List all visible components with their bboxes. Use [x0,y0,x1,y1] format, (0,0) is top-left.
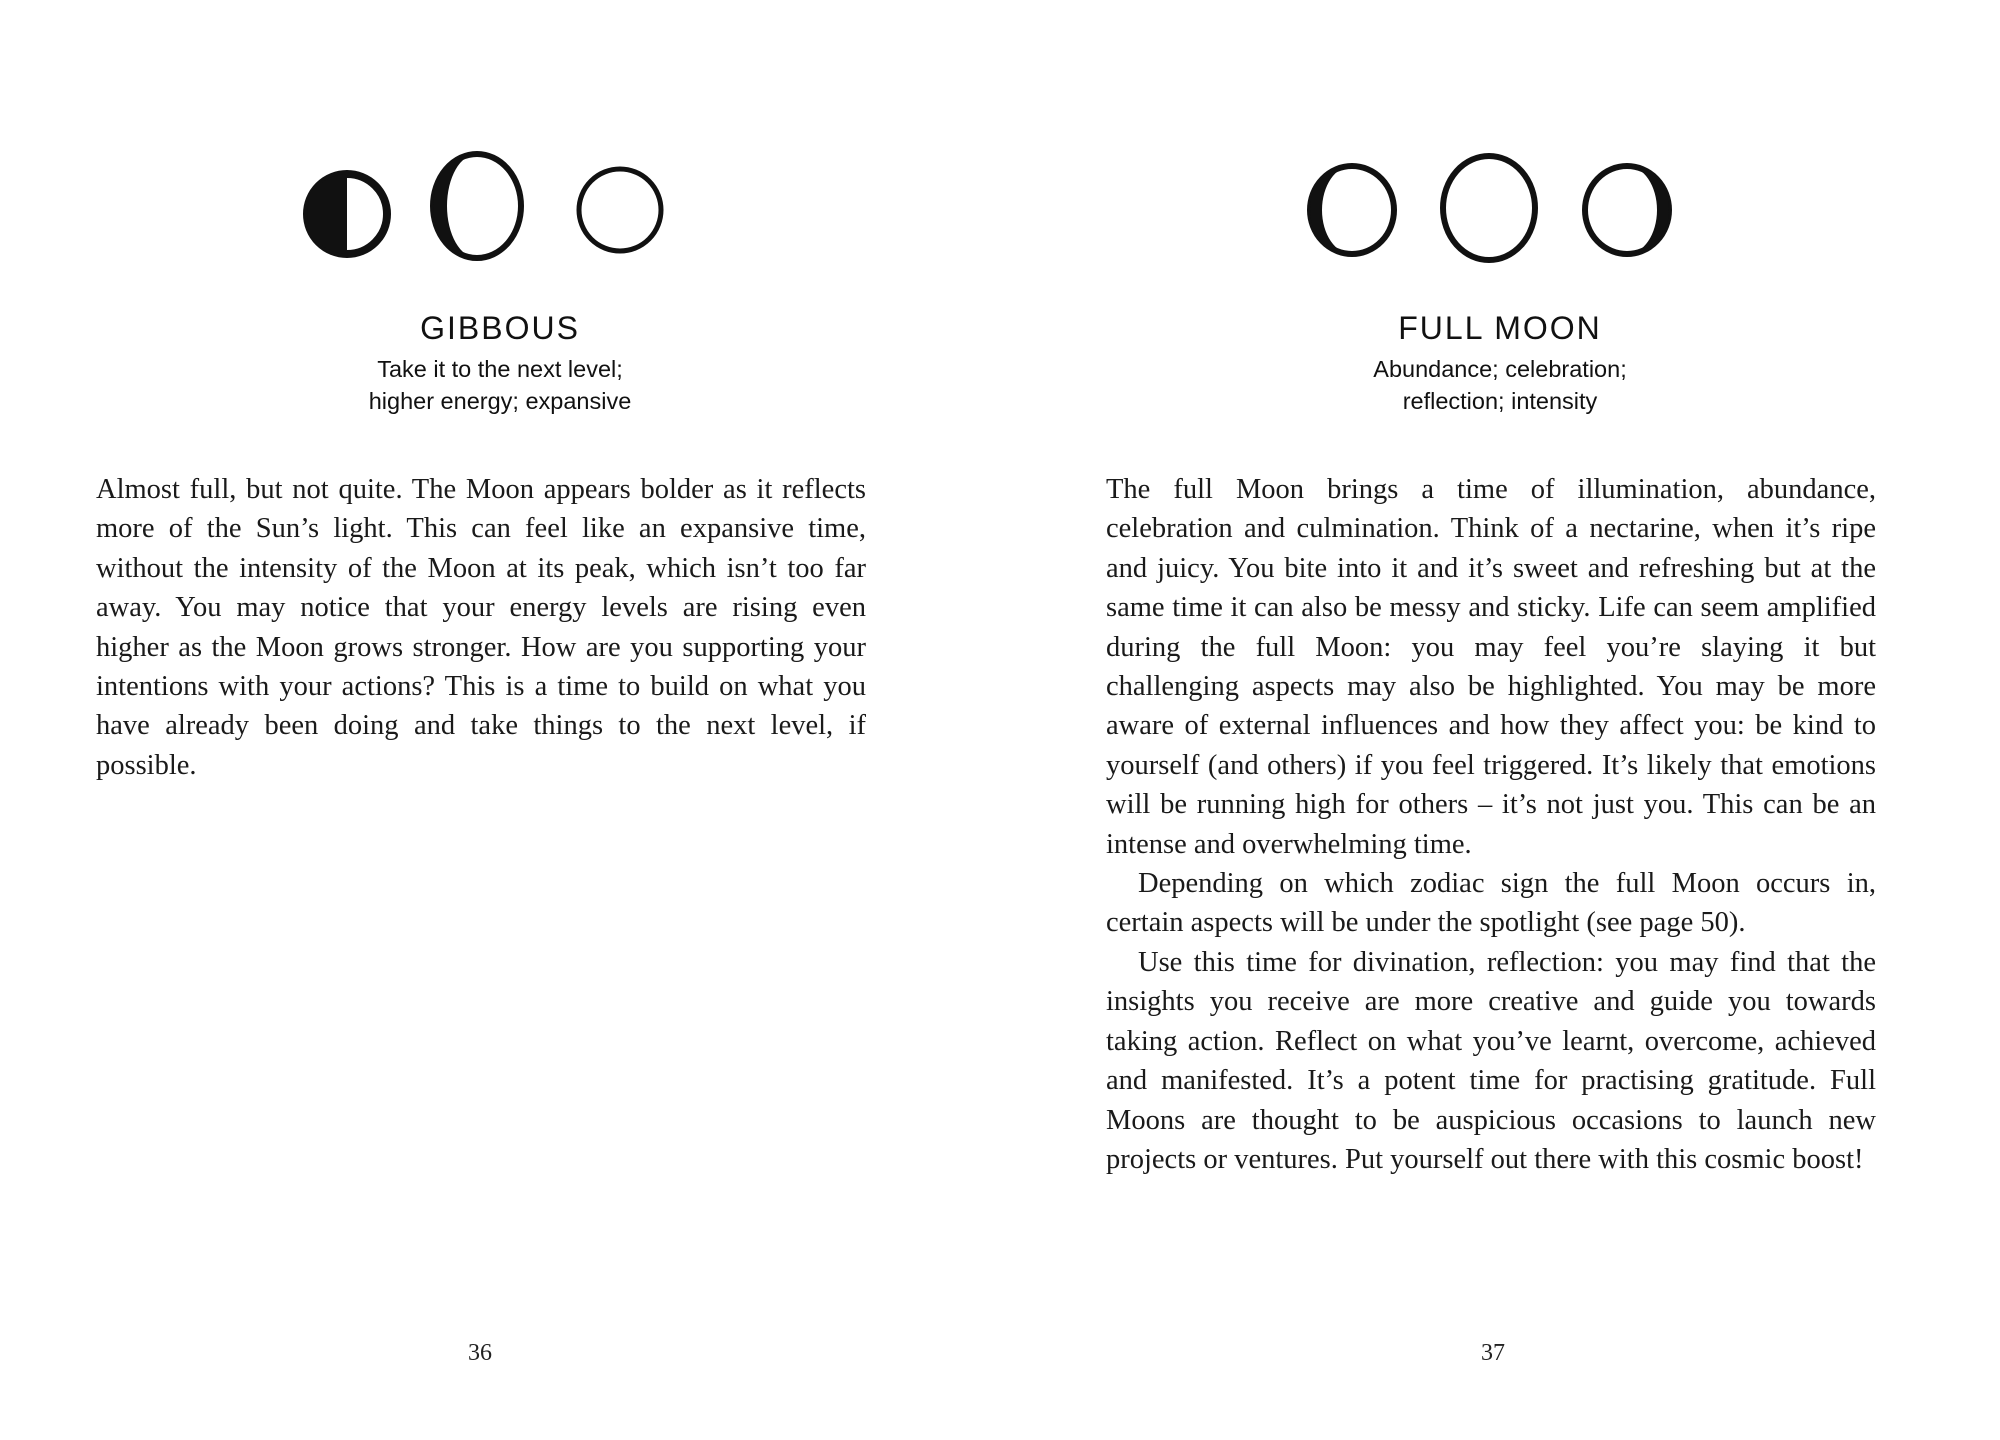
moon-icons-svg [1000,140,2000,280]
body-paragraph: Almost full, but not quite. The Moon appears bolder as it reflects more of the Sun’s light. This can feel like an expansive time, without the intensity of the Moon at its peak, which isn’t too far away. You may notice that your energy levels are rising even higher as the Moon grows stronger. How are you supporting your intentions with your actions? This is a time to build on what you have already been doing and take things to the next level, if possible. [96,474,866,781]
subtitle-line: Take it to the next level; [377,356,623,382]
half-moon-icon [307,174,387,254]
body-paragraph: Depending on which zodiac sign the full Moon occurs in, certain aspects will be under the spotlight (see page 50). [1106,868,1876,939]
body-text [1106,470,1876,1179]
moon-icons-svg [0,140,1000,280]
body-paragraph: Use this time for divination, reflection: you may find that the insights you receive are more creative and guide you towards taking action. Reflect on what you’ve learnt, overcome, achieved and manifested. It’s a potent time for practising gratitude. Full Moons are thought to be auspicious occasions to launch new projects or ventures. Put yourself out there with this cosmic boost! [1106,946,1876,1175]
moon-phase-icons [0,140,1000,280]
phase-subtitle [0,353,1000,417]
moon-phase-icons [1000,140,2000,280]
phase-title: GIBBOUS [420,310,580,346]
page-number: 37 [1481,1340,1505,1366]
right-crescent-moon-icon [1585,166,1669,254]
right-page [1000,0,2000,1440]
circle-moon-icon [1443,156,1535,260]
phase-title: FULL MOON [1398,310,1602,346]
subtitle-line: Abundance; celebration; [1373,356,1627,382]
subtitle-line: reflection; intensity [1402,388,1598,414]
body-text [96,470,866,785]
bold-circle-moon-icon [433,154,521,258]
left-crescent-moon-icon [1310,166,1394,254]
page-number: 36 [468,1340,492,1366]
phase-subtitle [1000,353,2000,417]
thin-circle-moon-icon [579,169,661,251]
body-paragraph: The full Moon brings a time of illumination, abundance, celebration and culmination. Think of a nectarine, when it’s ripe and juicy. You bite into it and it’s sweet and refreshing but at the same time it can also be messy and sticky. Life can seem amplified during the full Moon: you may feel you’re slaying it but challenging aspects may also be highlighted. You may be more aware of external influences and how they affect you: be kind to yourself (and others) if you feel triggered. It’s likely that emotions will be running high for others – it’s not just you. This can be an intense and overwhelming time. [1106,474,1876,860]
subtitle-line: higher energy; expansive [368,388,632,414]
